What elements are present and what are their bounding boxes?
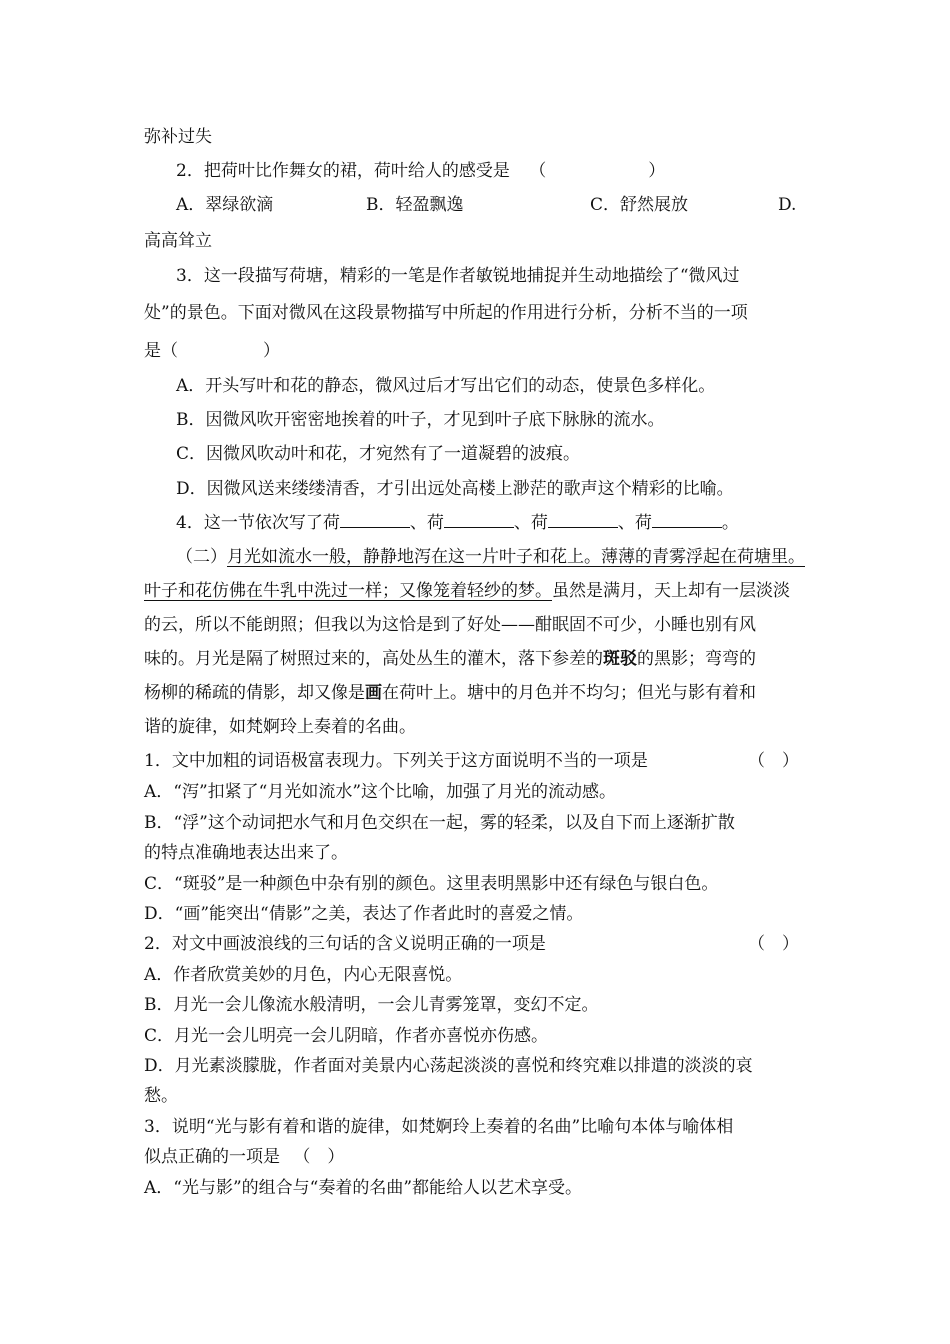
part2-underlined-2: 叶子和花仿佛在牛乳中洗过一样；又像笼着轻纱的梦。	[144, 581, 552, 601]
q2-option-d-text: 高高耸立	[144, 231, 212, 251]
part2-line-2	[144, 580, 790, 602]
p2q2-paren: （ ）	[748, 934, 799, 954]
q4-blank-4[interactable]	[652, 513, 722, 528]
q4-sep-2: 、荷	[513, 513, 548, 533]
q2-paren: （ ）	[529, 161, 666, 181]
p2q2-option-d-2: 愁。	[144, 1086, 178, 1106]
part2-line-5	[144, 682, 756, 704]
q4-end: 。	[721, 513, 739, 533]
q4-sep-1: 、荷	[409, 513, 444, 533]
p2q3-option-a: A．“光与影”的组合与“奏着的名曲”都能给人以艺术享受。	[144, 1178, 583, 1198]
p2q2-option-b: B．月光一会儿像流水般清明，一会儿青雾笼罩，变幻不定。	[144, 995, 599, 1015]
p2q3-paren: （ ）	[293, 1147, 345, 1167]
q4-blank-1[interactable]	[340, 513, 410, 528]
part2-underlined-1: 月光如流水一般，静静地泻在这一片叶子和花上。薄薄的青雾浮起在荷塘里。	[227, 547, 805, 567]
part2-line-5b: 在荷叶上。塘中的月色并不均匀；但光与影有着和	[382, 683, 756, 703]
p2q3-line-1: 3．说明“光与影有着和谐的旋律，如梵婀玲上奏着的名曲”比喻句本体与喻体相	[144, 1117, 734, 1137]
q4-blank-2[interactable]	[444, 513, 514, 528]
q2-option-a: A．翠绿欲滴	[176, 195, 274, 215]
p2q3-line-2-text: 似点正确的一项是	[144, 1147, 280, 1167]
p2q1-option-d: D．“画”能突出“倩影”之美，表达了作者此时的喜爱之情。	[144, 904, 584, 924]
q3-option-a: A．开头写叶和花的静态，微风过后才写出它们的动态，使景色多样化。	[176, 376, 716, 396]
q4-sep-3: 、荷	[617, 513, 652, 533]
part2-rest-2: 虽然是满月，天上却有一层淡淡	[552, 581, 790, 601]
p2q1-option-a: A．“泻”扣紧了“月光如流水”这个比喻，加强了月光的流动感。	[144, 782, 617, 802]
bold-word-hua: 画	[365, 683, 382, 703]
part2-line-4	[144, 648, 756, 670]
q3-line-3: 是（ ）	[144, 341, 280, 361]
part2-line-4b: 的黑影；弯弯的	[637, 649, 756, 669]
q2-option-b: B．轻盈飘逸	[366, 195, 464, 215]
p2q1-stem-text: 1．文中加粗的词语极富表现力。下列关于这方面说明不当的一项是	[144, 751, 648, 771]
q1-tail: 弥补过失	[144, 127, 212, 147]
p2q2-option-d-1: D．月光素淡朦胧，作者面对美景内心荡起淡淡的喜悦和终究难以排遣的淡淡的哀	[144, 1056, 753, 1076]
p2q2-option-c: C．月光一会儿明亮一会儿阴暗，作者亦喜悦亦伤感。	[144, 1026, 549, 1046]
q2-stem-text: 2．把荷叶比作舞女的裙，荷叶给人的感受是	[176, 161, 510, 181]
q3-line-2: 处”的景色。下面对微风在这段景物描写中所起的作用进行分析，分析不当的一项	[144, 303, 748, 323]
q4-blank-3[interactable]	[548, 513, 618, 528]
q4-line	[176, 512, 739, 534]
q3-option-c: C．因微风吹动叶和花，才宛然有了一道凝碧的波痕。	[176, 444, 581, 464]
q4-prefix: 4．这一节依次写了荷	[176, 513, 340, 533]
part2-line-4a: 味的。月光是隔了树照过来的，高处丛生的灌木，落下参差的	[144, 649, 603, 669]
p2q1-option-c: C．“斑驳”是一种颜色中杂有别的颜色。这里表明黑影中还有绿色与银白色。	[144, 874, 719, 894]
q3-option-b: B．因微风吹开密密地挨着的叶子，才见到叶子底下脉脉的流水。	[176, 410, 665, 430]
p2q1-stem	[144, 750, 648, 772]
q3-option-d: D．因微风送来缕缕清香，才引出远处高楼上渺茫的歌声这个精彩的比喻。	[176, 479, 734, 499]
q3-line-1: 3．这一段描写荷塘，精彩的一笔是作者敏锐地捕捉并生动地描绘了“微风过	[176, 266, 740, 286]
part2-line-6: 谐的旋律，如梵婀玲上奏着的名曲。	[144, 717, 416, 737]
bold-word-banbo: 斑驳	[603, 649, 637, 669]
p2q2-stem: 2．对文中画波浪线的三句话的含义说明正确的一项是	[144, 934, 546, 954]
p2q1-option-b-2: 的特点准确地表达出来了。	[144, 843, 348, 863]
part2-line-1	[176, 546, 805, 568]
part2-label: （二）	[176, 547, 227, 567]
q2-option-c: C．舒然展放	[590, 195, 689, 215]
q2-option-d-label: D.	[778, 195, 797, 215]
p2q3-line-2	[144, 1146, 344, 1168]
q2-stem	[176, 160, 665, 182]
p2q2-option-a: A．作者欣赏美妙的月色，内心无限喜悦。	[144, 965, 463, 985]
p2q1-option-b-1: B．“浮”这个动词把水气和月色交织在一起，雾的轻柔，以及自下而上逐渐扩散	[144, 813, 735, 833]
part2-line-5a: 杨柳的稀疏的倩影，却又像是	[144, 683, 365, 703]
p2q1-paren: （ ）	[748, 751, 799, 771]
part2-line-3: 的云，所以不能朗照；但我以为这恰是到了好处——酣眠固不可少，小睡也别有风	[144, 615, 756, 635]
